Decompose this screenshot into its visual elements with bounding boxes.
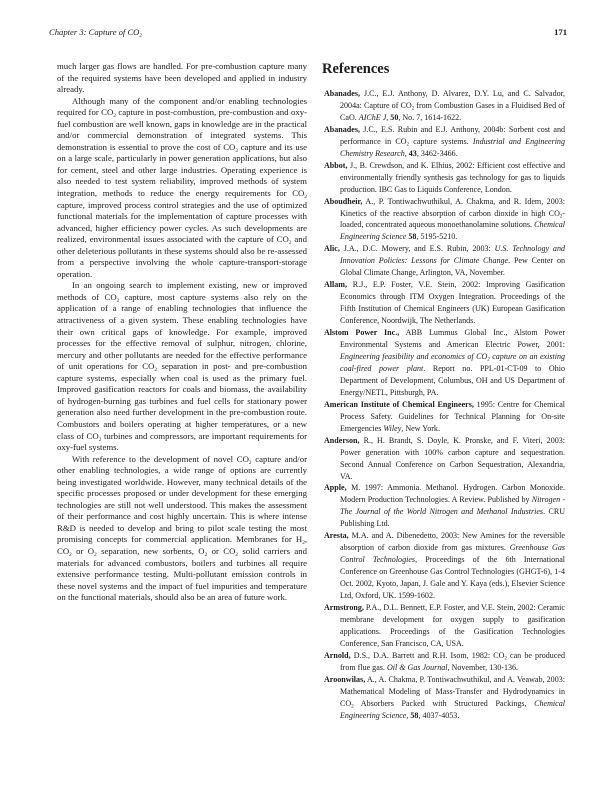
text-run: 1995: Centre for Chemical Process Safety. Guidelines for Technical Planning for On-site Emergencies <box>340 399 566 433</box>
text-run: R.J., E.P. Foster, V.E. Stein, 2002: Improving Gasification Economics through ITM Oxygen Integration. Proceedings of the Fifth Institution of Chemical Engineers (UK) European Gasification Conference, Noordwijk, The Netherlands. <box>340 280 565 326</box>
text-run: and other deleterious pollutants in these systems should also be re-assessed from a perspective involving the whole capture-transport-storage operation. <box>57 234 307 279</box>
subscript: 2 <box>304 193 307 200</box>
text-run: J., B. Crewdson, and K. Elhius, 2002: Efficient cost effective and environmentally friendly synthesis gas technology for gas to liquids production. IBC Gas to Liquids Conference, London. <box>340 160 565 194</box>
text-run: , 4037-4053. <box>418 710 460 720</box>
reference-author: Allam, <box>324 280 348 290</box>
reference-entry <box>324 674 565 722</box>
body-paragraph <box>57 454 307 604</box>
text-run: , No. 7, 1614-1622. <box>398 112 462 122</box>
reference-author: Aboudheir, <box>324 196 363 206</box>
text-run: J.C., E.J. Anthony, D. Alvarez, D.Y. Lu, and C. Salvador, 2004a: Capture of CO <box>340 89 565 110</box>
text-run: Although many of the component and/or enabling technologies required for CO <box>57 95 307 118</box>
reference-author: Arnold, <box>324 650 351 660</box>
text-run: , November, 130-136. <box>447 662 519 672</box>
text-run: separation, new sorbents, O <box>96 545 205 556</box>
text-run: capture, most capture systems also rely on the application of a range of enabling technologies that influence the attractiveness of a given system. These enabling technologies have their own critical gaps of knowledge. For example, improved processes for the effective removal of sulphur, nitrogen, chlorine, mercury and other pollutants are needed for the effective performance of unit operations for CO <box>57 291 307 372</box>
reference-entry <box>324 435 565 483</box>
italic-text: capture on an existing coal-fired power plant <box>340 351 565 373</box>
reference-entry <box>324 279 565 327</box>
text-run: With reference to the development of novel CO <box>72 453 249 464</box>
italic-text: Greenhouse Gas Control Technologies <box>340 543 566 565</box>
text-run: M. 1997: Ammonia. Methanol. Hydrogen. Carbon Monoxide. Modern Production Technologies. A Review. Published by <box>340 483 565 505</box>
reference-author: Apple, <box>324 483 347 493</box>
subscript: 2 <box>406 142 409 148</box>
reference-author: Alstom Power Inc., <box>324 328 400 338</box>
text-run: , <box>406 710 411 720</box>
body-paragraph <box>57 61 307 96</box>
references-heading: References <box>322 61 390 77</box>
reference-author: Armstrong, <box>324 602 364 612</box>
text-run: separation in post- and pre-combustion capture systems, especially when coal is used as the primary fuel. Improved gasification reactors for coals and biomass, the availability of hydrogen-burning gas turbines and fuel cells for stationary power generation also need further development in the pre-combustion route. Combustors and boilers operating at higher temperatures, or a new class of CO <box>57 361 307 441</box>
reference-entry <box>324 399 565 435</box>
reference-entry <box>324 602 565 650</box>
subscript: 2 <box>69 551 72 558</box>
text-run: . CRU Publishing Ltd. <box>340 507 566 529</box>
text-run: , 5195-5210. <box>416 232 458 242</box>
running-title <box>49 27 142 37</box>
text-run: , New York. <box>401 423 440 433</box>
page-number: 171 <box>554 27 567 37</box>
text-run: , Proceedings of the 6th International Conference on Greenhouse Gas Control Technologies (GHGT-6), 1-4 Oct. 2002, Kyoto, Japan, J. Gale and Y. Kaya (eds.), Elsevier Science Ltd, Oxford, UK. 1599-1602. <box>340 555 566 601</box>
reference-entry <box>324 88 565 124</box>
references-list <box>324 88 565 722</box>
subscript: 2 <box>204 551 208 558</box>
reference-author: Anderson, <box>324 435 360 445</box>
reference-entry <box>324 530 565 602</box>
reference-entry <box>324 327 565 399</box>
reference-entry <box>324 650 565 674</box>
text-run: , CO <box>57 534 307 556</box>
text-run: . Pew Center on Global Climate Change, Arlington, VA, November. <box>340 256 565 278</box>
volume-number: 58 <box>410 710 419 720</box>
text-run: or O <box>71 545 95 556</box>
reference-author: Abbot, <box>324 160 348 170</box>
text-run: , 3462-3466. <box>416 148 458 158</box>
subscript: 2 <box>154 367 158 374</box>
text-run: In an ongoing search to implement existing, new or improved methods of CO <box>57 280 307 302</box>
italic-text: Chemical Engineering Science <box>340 698 565 720</box>
body-paragraph <box>57 96 307 281</box>
italic-text: Industrial and Engineering Chemistry Research <box>340 136 565 158</box>
page-header <box>49 27 567 41</box>
text-run: R., H. Brandt, S. Doyle, K. Pronske, and F. Viteri, 2003: Power generation with 100% carbon capture and sequestration. Second Annual Conference on Carbon Sequestration, Alexandria, VA. <box>340 435 565 481</box>
subscript: 2 <box>235 551 239 558</box>
italic-text: Chemical Engineering Science <box>340 220 565 242</box>
reference-entry <box>324 196 565 244</box>
italic-text: Engineering feasibility and economics of CO <box>340 351 488 361</box>
reference-author: American Institute of Chemical Engineers, <box>324 399 474 409</box>
subscript: 2 <box>504 656 507 662</box>
text-run: J.A., D.C. Mowery, and E.S. Rubin, 2003: <box>339 244 495 254</box>
subscript: 2 <box>288 240 292 247</box>
text-run: from Combustion Gases in a Fluidised Bed of CaO. <box>340 100 565 122</box>
text-run: ABB Lummus Global Inc., Alstom Power Environmental Systems and American Electric Power, 2001: <box>340 328 565 350</box>
text-run: . Report no. PPL-01-CT-09 to Ohio Department of Development, Columbus, OH and US Department of Energy/NETL, Pittsburgh, PA. <box>340 363 565 397</box>
text-run: capture and/or other enabling technologies, a wide range of options are currently being investigated worldwide. However, many technical details of the specific processes proposed or under development for these emerging technologies are still not well understood. This makes the assessment of their performance and cost highly uncertain. This is where intense R&D is needed to develop and bring to pilot scale testing the most promising concepts for commercial application. Membranes for H <box>57 453 307 545</box>
reference-author: Aresta, <box>324 531 349 541</box>
running-title-text: Chapter 3: Capture of CO <box>49 27 140 37</box>
subscript: 2 <box>98 436 102 443</box>
text-run: D.S., D.A. Barrett and R.H. Isom, 1982: CO <box>350 650 505 660</box>
volume-number: 43 <box>408 148 417 158</box>
subscript: 2 <box>351 704 354 710</box>
text-run: A., A. Chakma, P. Tontiwachwuthikul, and A. Veawab, 2003: Mathematical Modeling of Mass-Transfer and Hydrodynamics in CO <box>340 674 565 708</box>
italic-text: Wiley <box>383 423 402 433</box>
text-run: or CO <box>207 545 236 556</box>
italic-text: Nitrogen - The Journal of the World Nitrogen and Methanol Industries <box>340 495 565 517</box>
volume-number: 50 <box>390 112 399 122</box>
text-run: , <box>404 148 409 158</box>
reference-author: Abanades, <box>324 124 360 134</box>
references-column <box>324 60 565 722</box>
text-run: -loaded, concentrated aqueous monoethanolamine solutions. <box>340 208 565 230</box>
reference-entry <box>324 124 565 160</box>
text-run: J.C., E.S. Rubin and E.J. Anthony, 2004b: Sorbent cost and performance in CO <box>340 124 565 146</box>
text-run: can be produced from flue gas. <box>340 650 565 672</box>
body-text-column <box>57 61 307 604</box>
text-run: capture in post-combustion, pre-combustion and oxy-fuel combustion are well known, gaps in knowledge are in the practical and/or commercial demonstration of integrated systems. This demonstration is essential to prove the cost of CO <box>57 107 307 152</box>
text-run: solid carriers and materials for advanced combustors, boilers and turbines all require extensive performance testing. Multi-pollutant emission controls in these novel systems and the impact of fuel impurities and temperature on the functional materials, should also be an area of future work. <box>57 545 307 603</box>
reference-entry <box>324 160 565 196</box>
reference-entry <box>324 482 565 530</box>
text-run: A., P. Tontiwachwuthikul, A. Chakma, and R. Idem, 2003: Kinetics of the reactive absorption of carbon dioxide in high CO <box>340 196 565 218</box>
text-run: capture systems. <box>409 136 473 146</box>
italic-text: AIChE J <box>358 112 387 122</box>
text-run: capture and its use on a large scale, particularly in power generation applications, but also for cement, steel and other large industries. Operating experience is also needed to test system reliability, improved methods of system integration, methods to reduce the energy requirements for CO <box>57 141 308 199</box>
running-title-subscript: 2 <box>139 32 142 39</box>
subscript: 2 <box>487 357 490 363</box>
text-run: much larger gas flows are handled. For pre-combustion capture many of the required systems have been developed and applied in industry already. <box>57 61 307 95</box>
text-run: M.A. and A. Dibenedetto, 2003: New Amines for the reversible absorption of carbon dioxide from gas mixtures. <box>340 531 565 553</box>
subscript: 2 <box>116 297 120 304</box>
text-run: , <box>386 112 391 122</box>
reference-author: Alic, <box>324 244 340 254</box>
subscript: 2 <box>302 540 305 547</box>
subscript: 2 <box>235 147 238 154</box>
text-run: Absorbers Packed with Structured Packings, <box>353 698 535 708</box>
volume-number: 58 <box>408 232 417 242</box>
text-run: turbines and compressors, are important requirements for oxy-fuel systems. <box>57 430 308 453</box>
reference-author: Aroonwilas, <box>324 674 366 684</box>
italic-text: Oil & Gas Journal <box>386 662 448 672</box>
subscript: 2 <box>94 551 97 558</box>
subscript: 2 <box>248 459 252 466</box>
body-paragraph <box>57 280 307 453</box>
text-run: P.A., D.L. Bennett, E.P. Foster, and V.E. Stein, 2002: Ceramic membrane development for oxygen supply to gasification applications. Proceedings of the Gasification Technologies Conference, San Francisco, CA, USA. <box>340 602 565 648</box>
reference-entry <box>324 243 565 279</box>
italic-text: U.S. Technology and Innovation Policies: Lessons for Climate Change <box>340 244 565 266</box>
subscript: 2 <box>559 214 563 220</box>
subscript: 2 <box>411 106 415 112</box>
reference-author: Abanades, <box>324 89 360 98</box>
text-run: capture, improved process control strategies and the use of optimized functional materials for the implementation of capture processes with advanced, higher efficiency power cycles. As such developments are realized, environmental issues associated with the capture of CO <box>57 199 307 245</box>
subscript: 2 <box>113 113 116 120</box>
